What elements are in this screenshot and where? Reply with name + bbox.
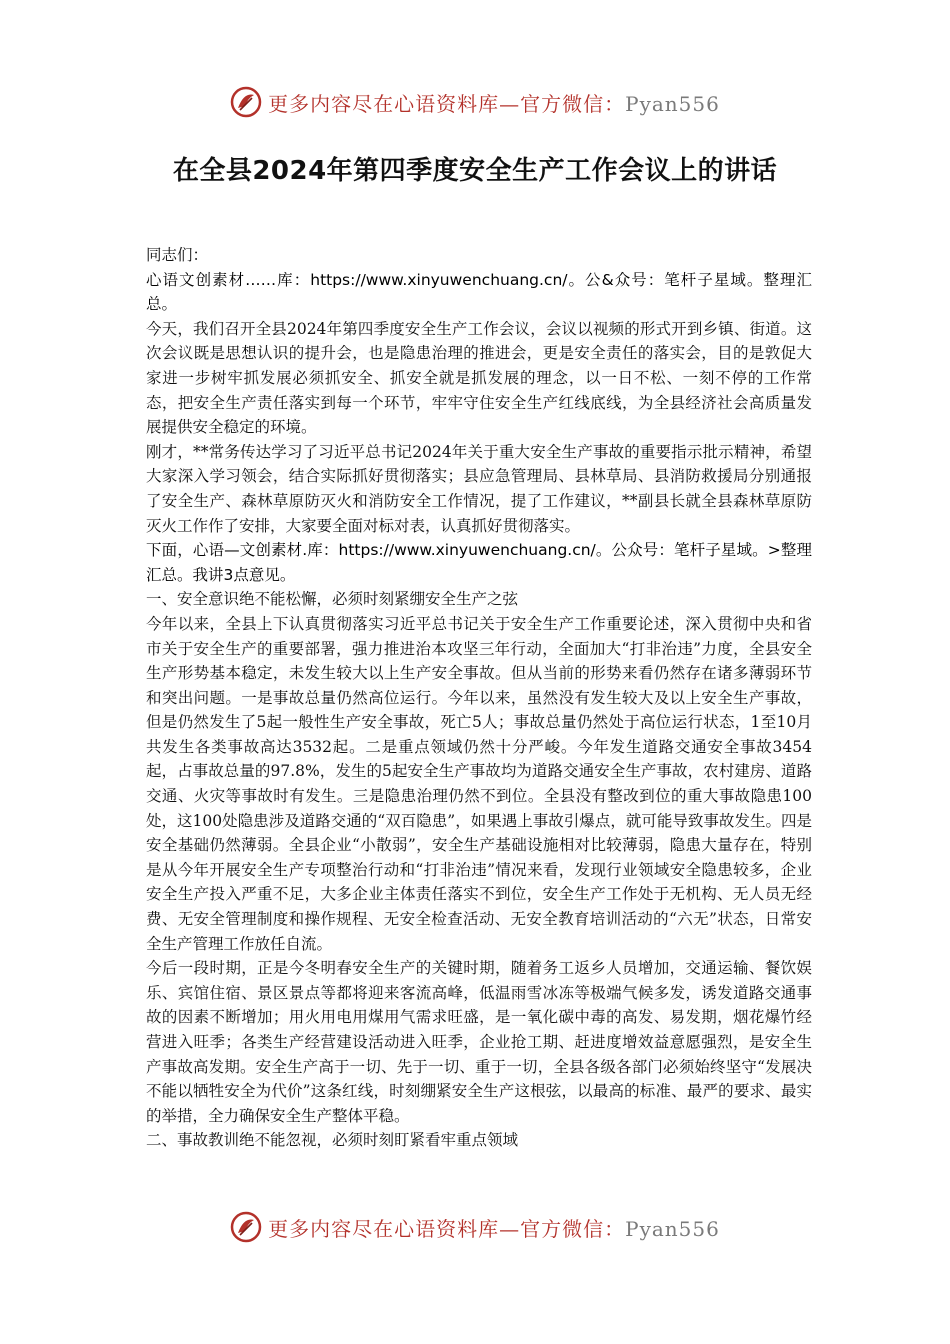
banner-text: 更多内容尽在心语资料库—官方微信：Pyan556 bbox=[268, 91, 720, 116]
section-heading-2: 二、事故教训绝不能忽视，必须时刻盯紧看牢重点领域 bbox=[146, 1131, 519, 1150]
brand-logo-icon bbox=[230, 86, 262, 118]
ad-line-2: 下面，心语—文创素材.库：https://www.xinyuwenchuang.cn/。公众号：笔杆子星域。>整理汇总。我讲3点意见。 bbox=[146, 541, 812, 584]
paragraph-1: 今天，我们召开全县2024年第四季度安全生产工作会议，会议以视频的形式开到乡镇、街道。这次会议既是思想认识的提升会，也是隐患治理的推进会，更是安全责任的落实会，目的是敦促大家进一步树牢抓发展必须抓安全、抓安全就是抓发展的理念，以一日不松、一刻不停的工作常态，把安全生产责任落实到每一个环节，牢牢守住安全生产红线底线，为全县经济社会高质量发展提供安全稳定的环境。 bbox=[146, 319, 812, 437]
wechat-id: Pyan556 bbox=[625, 91, 720, 116]
brand-logo-icon bbox=[230, 1211, 262, 1243]
footer-banner bbox=[0, 1207, 950, 1247]
paragraph-3: 今年以来，全县上下认真贯彻落实习近平总书记关于安全生产工作重要论述，深入贯彻中央和省市关于安全生产的重要部署，强力推进治本攻坚三年行动，全面加大“打非治违”力度，全县安全生产形势基本稳定，未发生较大以上生产安全事故。但从当前的形势来看仍然存在诸多薄弱环节和突出问题。一是事故总量仍然高位运行。今年以来，虽然没有发生较大及以上安全生产事故，但是仍然发生了5起一般性生产安全事故，死亡5人；事故总量仍然处于高位运行状态，1至10月共发生各类事故高达3532起。二是重点领域仍然十分严峻。今年发生道路交通安全事故3454起，占事故总量的97.8%，发生的5起安全生产事故均为道路交通安全生产事故，农村建房、道路交通、火灾等事故时有发生。三是隐患治理仍然不到位。全县没有整改到位的重大事故隐患100处，这100处隐患涉及道路交通的“双百隐患”，如果遇上事故引爆点，就可能导致事故发生。四是安全基础仍然薄弱。全县企业“小散弱”，安全生产基础设施相对比较薄弱，隐患大量存在，特别是从今年开展安全生产专项整治行动和“打非治违”情况来看，发现行业领域安全隐患较多，企业安全生产投入严重不足，大多企业主体责任落实不到位，安全生产工作处于无机构、无人员无经费、无安全管理制度和操作规程、无安全检查活动、无安全教育培训活动的“六无”状态，日常安全生产管理工作放任自流。 bbox=[146, 614, 812, 953]
section-heading-1: 一、安全意识绝不能松懈，必须时刻紧绷安全生产之弦 bbox=[146, 590, 519, 609]
ad-line-1: 心语文创素材……库：https://www.xinyuwenchuang.cn/。公&众号：笔杆子星域。整理汇总。 bbox=[146, 270, 812, 314]
header-banner bbox=[0, 82, 950, 122]
salutation: 同志们： bbox=[146, 246, 209, 264]
document-body bbox=[146, 243, 812, 1153]
document-title: 在全县2024年第四季度安全生产工作会议上的讲话 bbox=[172, 156, 778, 186]
paragraph-4: 今后一段时期，正是今冬明春安全生产的关键时期，随着务工返乡人员增加，交通运输、餐饮娱乐、宾馆住宿、景区景点等都将迎来客流高峰，低温雨雪冰冻等极端气候多发，诱发道路交通事故的因素不断增加；用火用电用煤用气需求旺盛，是一氧化碳中毒的高发、易发期，烟花爆竹经营进入旺季；各类生产经营建设活动进入旺季，企业抢工期、赶进度增效益意愿强烈，是安全生产事故高发期。安全生产高于一切、先于一切、重于一切，全县各级各部门必须始终坚守“发展决不能以牺牲安全为代价”这条红线，时刻绷紧安全生产这根弦，以最高的标准、最严的要求、最实的举措，全力确保安全生产整体平稳。 bbox=[146, 959, 812, 1125]
wechat-id: Pyan556 bbox=[625, 1216, 720, 1241]
paragraph-2: 刚才，**常务传达学习了习近平总书记2024年关于重大安全生产事故的重要指示批示精神，希望大家深入学习领会，结合实际抓好贯彻落实；县应急管理局、县林草局、县消防救援局分别通报了安全生产、森林草原防灭火和消防安全工作情况，提了工作建议，**副县长就全县森林草原防灭火工作作了安排，大家要全面对标对表，认真抓好贯彻落实。 bbox=[146, 442, 812, 535]
banner-text: 更多内容尽在心语资料库—官方微信：Pyan556 bbox=[268, 1216, 720, 1241]
